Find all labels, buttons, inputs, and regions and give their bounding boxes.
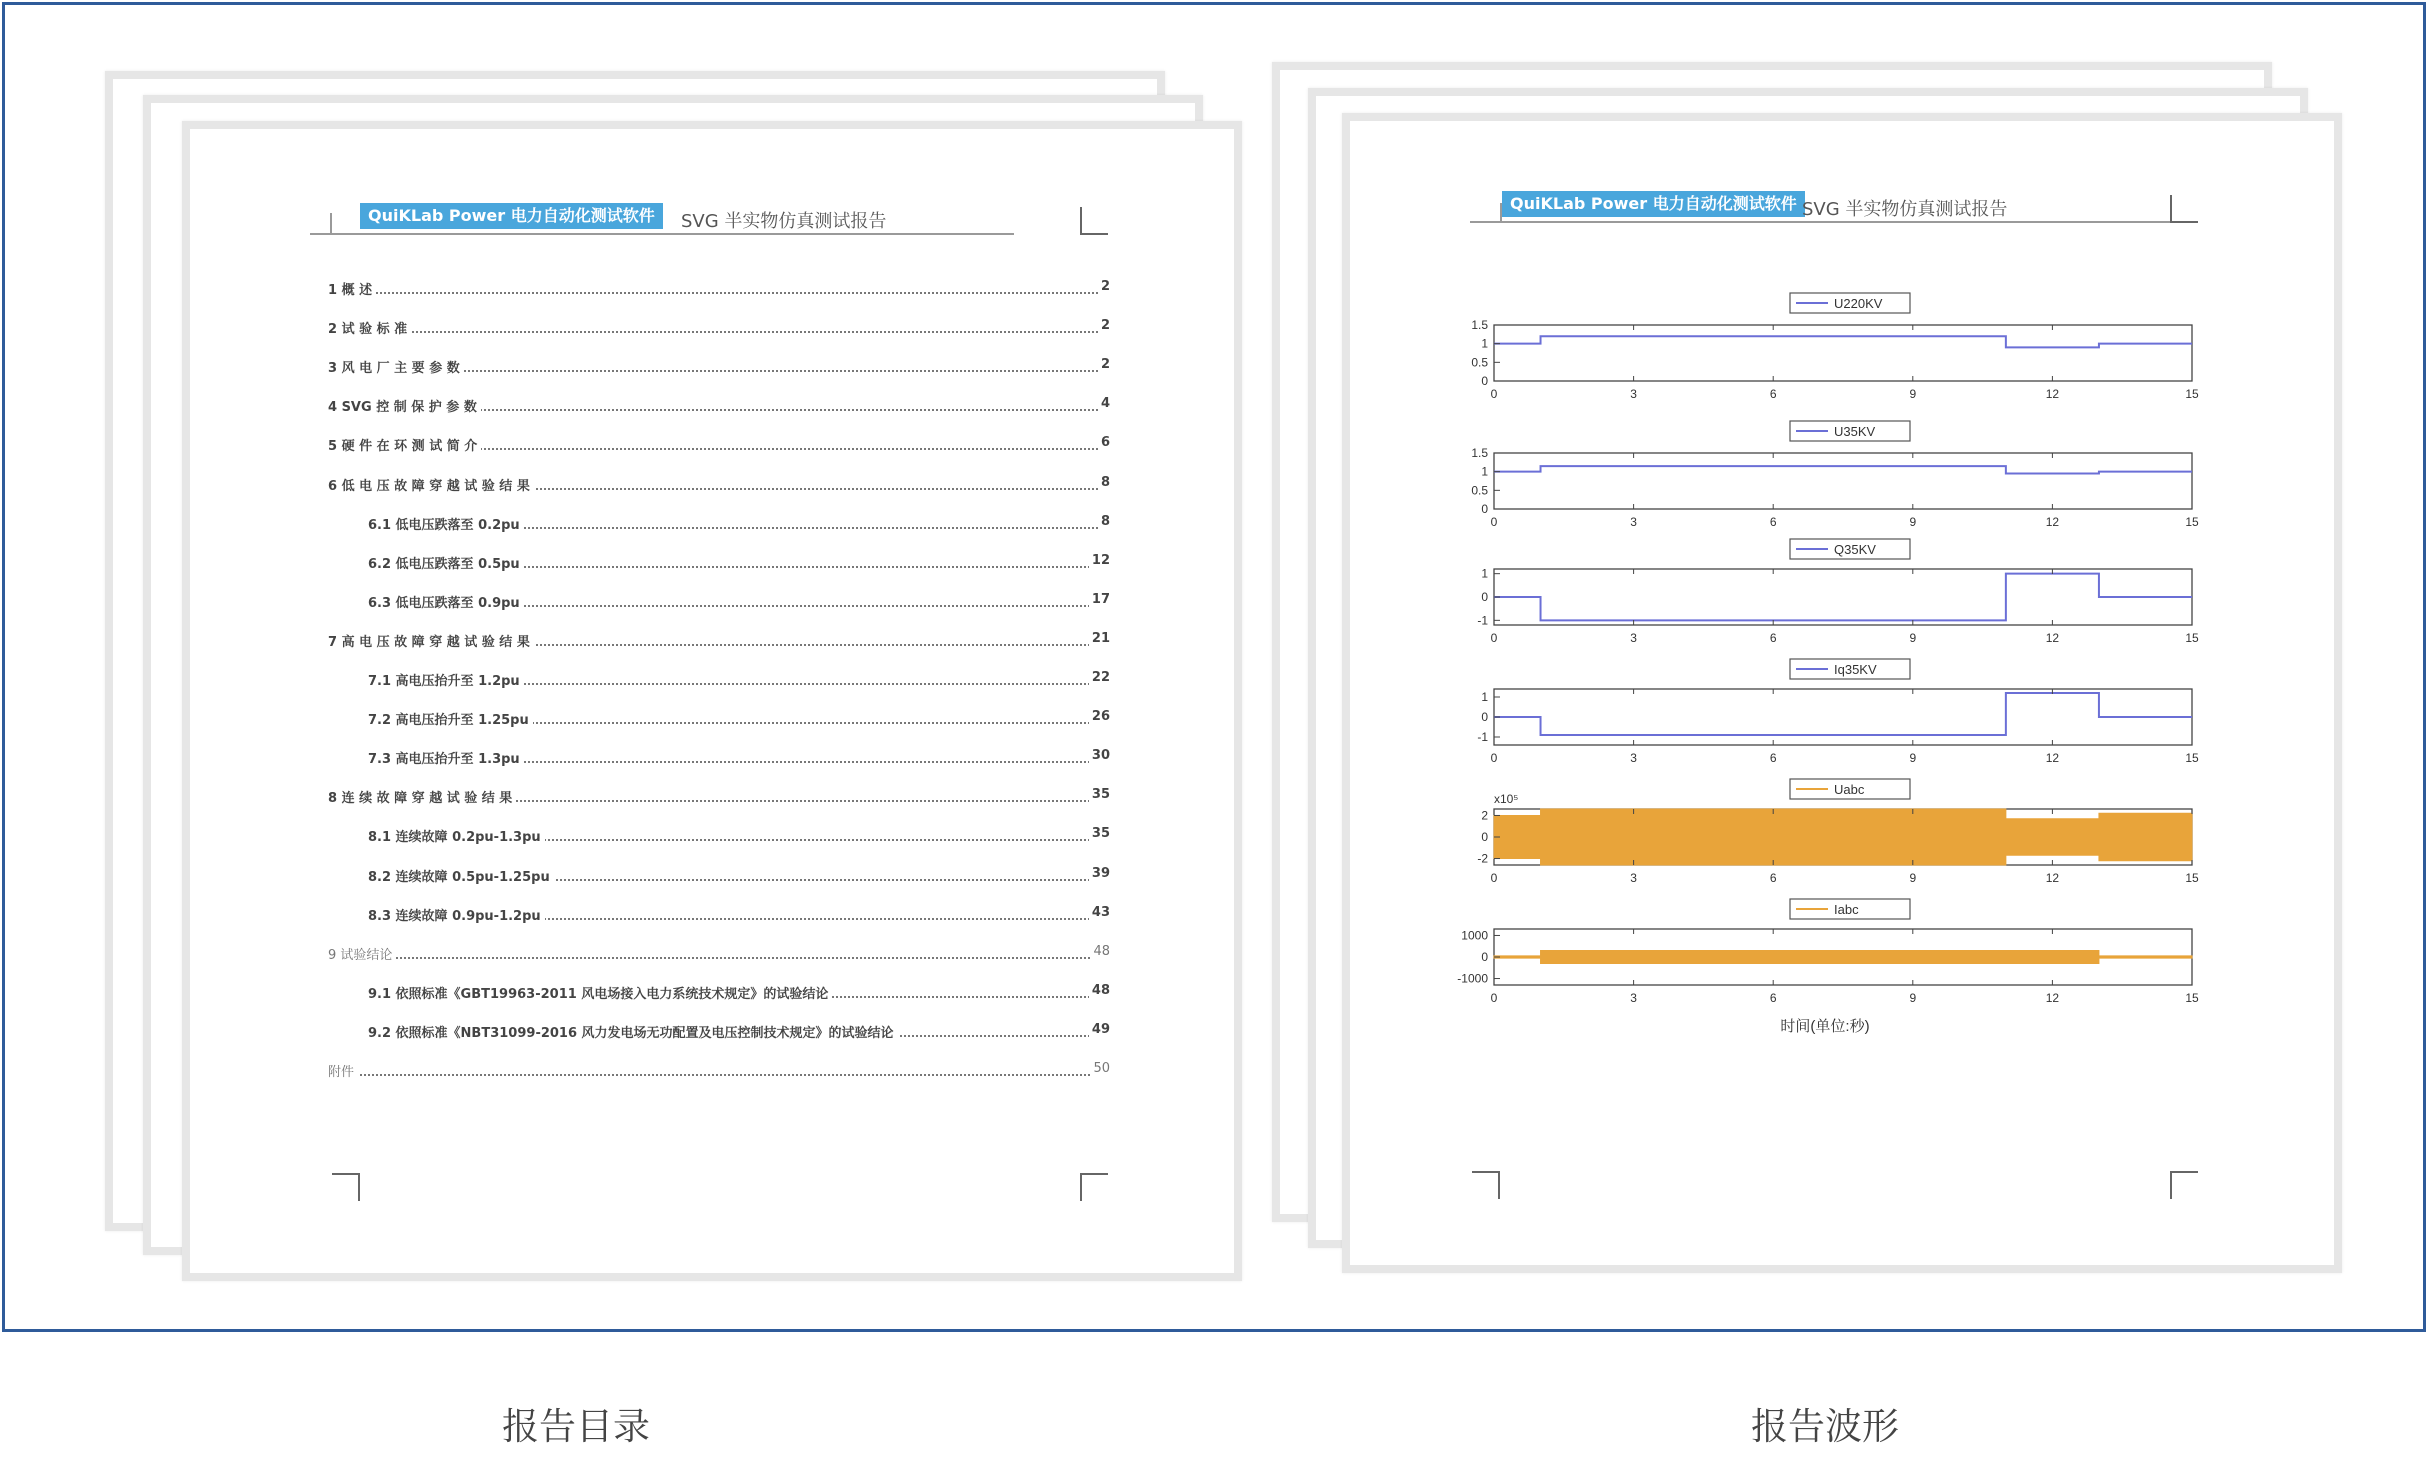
y-tick-label: 0.5 — [1471, 483, 1488, 498]
toc-entry-page: 8 — [1098, 475, 1110, 490]
x-tick-label: 12 — [2045, 515, 2060, 529]
header-rule — [310, 233, 1014, 235]
y-tick-label: 0.5 — [1471, 355, 1488, 370]
legend-label: Q35KV — [1834, 542, 1876, 557]
y-tick-label: -1000 — [1457, 971, 1488, 986]
toc-entry[interactable] — [368, 748, 1110, 770]
toc-entry[interactable] — [368, 670, 1110, 692]
toc-entry-page: 30 — [1089, 748, 1110, 763]
caption-toc: 报告目录 — [502, 1405, 650, 1448]
toc-entry[interactable] — [328, 631, 1110, 653]
toc-entry-page: 6 — [1098, 435, 1110, 450]
toc-leader-dots — [328, 957, 1110, 959]
toc-entry-page: 4 — [1098, 396, 1110, 411]
series-line — [1494, 466, 2192, 473]
toc-entry-page: 21 — [1089, 631, 1110, 646]
toc-entry-title: 6 低 电 压 故 障 穿 越 试 验 结 果 — [328, 475, 534, 494]
y-tick-label: 1 — [1481, 336, 1488, 351]
toc-entry-title: 7.3 高电压抬升至 1.3pu — [368, 748, 524, 767]
toc-page — [182, 121, 1242, 1281]
caption-waveform: 报告波形 — [1751, 1405, 1899, 1448]
y-scale-label: x10⁵ — [1494, 792, 1519, 806]
waveform-chart-uabc — [1477, 779, 2199, 885]
toc-entry-page: 22 — [1089, 670, 1110, 685]
toc-entry-title: 9.1 依照标准《GBT19963-2011 风电场接入电力系统技术规定》的试验结论 — [368, 983, 832, 1002]
x-tick-label: 6 — [1769, 631, 1777, 645]
toc-entry[interactable] — [328, 1061, 1110, 1083]
report-preview-frame — [2, 2, 2426, 1332]
waveform-charts — [1350, 121, 2334, 1265]
x-tick-label: 3 — [1630, 751, 1637, 765]
y-tick-label: 1.5 — [1471, 446, 1488, 460]
toc-entry-title: 6.2 低电压跌落至 0.5pu — [368, 553, 524, 572]
x-tick-label: 3 — [1630, 515, 1637, 529]
waveform-chart-iabc — [1457, 899, 2199, 1035]
toc-entry[interactable] — [368, 905, 1110, 927]
toc-entry[interactable] — [368, 983, 1110, 1005]
legend-label: Iabc — [1834, 902, 1859, 917]
toc-entry[interactable] — [368, 866, 1110, 888]
y-tick-label: 0 — [1481, 502, 1488, 516]
header-rule-left — [330, 213, 332, 233]
waveform-chart-q35kv — [1477, 539, 2199, 645]
toc-entry[interactable] — [328, 318, 1110, 340]
y-tick-label: 0 — [1481, 374, 1488, 388]
x-tick-label: 15 — [2185, 991, 2199, 1005]
legend-label: Uabc — [1834, 782, 1865, 797]
x-tick-label: 12 — [2045, 751, 2060, 765]
toc-entry-title: 9 试验结论 — [328, 944, 396, 963]
toc-entry-page: 48 — [1089, 983, 1110, 998]
toc-entry-title: 7.1 高电压抬升至 1.2pu — [368, 670, 524, 689]
x-tick-label: 3 — [1630, 991, 1637, 1005]
toc-entry-page: 35 — [1089, 826, 1110, 841]
header-title: SVG 半实物仿真测试报告 — [1802, 199, 2008, 220]
toc-entry-page: 2 — [1098, 279, 1110, 294]
toc-entry[interactable] — [368, 709, 1110, 731]
corner-mark-bottom-right — [1080, 1173, 1108, 1201]
toc-entry-title: 7.2 高电压抬升至 1.25pu — [368, 709, 533, 728]
toc-entry[interactable] — [328, 787, 1110, 809]
toc-leader-dots — [328, 1074, 1110, 1076]
toc-entry[interactable] — [368, 553, 1110, 575]
y-tick-label: -1 — [1477, 613, 1488, 628]
series-line — [1494, 336, 2192, 347]
x-tick-label: 12 — [2045, 871, 2060, 885]
toc-entry[interactable] — [368, 826, 1110, 848]
toc-entry-page: 39 — [1089, 866, 1110, 881]
toc-entry-title: 3 风 电 厂 主 要 参 数 — [328, 357, 464, 376]
x-tick-label: 9 — [1909, 991, 1917, 1005]
toc-entry-page: 26 — [1089, 709, 1110, 724]
x-tick-label: 3 — [1630, 387, 1637, 401]
toc-entry-page: 12 — [1089, 553, 1110, 568]
y-tick-label: -2 — [1477, 851, 1488, 866]
toc-entry-title: 5 硬 件 在 环 测 试 简 介 — [328, 435, 481, 454]
legend-label: Iq35KV — [1834, 662, 1877, 677]
corner-mark-bottom-left — [332, 1173, 360, 1201]
x-tick-label: 15 — [2185, 387, 2199, 401]
corner-mark-top-right — [1080, 207, 1108, 235]
x-tick-label: 0 — [1490, 751, 1498, 765]
x-tick-label: 9 — [1909, 515, 1917, 529]
toc-entry-title: 7 高 电 压 故 障 穿 越 试 验 结 果 — [328, 631, 534, 650]
y-tick-label: -1 — [1477, 730, 1488, 744]
x-tick-label: 6 — [1769, 515, 1777, 529]
toc-entry-page: 8 — [1098, 514, 1110, 529]
toc-entry-title: 8 连 续 故 障 穿 越 试 验 结 果 — [328, 787, 516, 806]
waveform-chart-iq35kv — [1477, 659, 2199, 765]
x-tick-label: 0 — [1490, 871, 1498, 885]
x-tick-label: 9 — [1909, 631, 1917, 645]
toc-entry[interactable] — [368, 1022, 1110, 1044]
y-tick-label: 1 — [1481, 690, 1488, 704]
toc-entry-title: 9.2 依照标准《NBT31099-2016 风力发电场无功配置及电压控制技术规定》的试验结论 — [368, 1022, 898, 1041]
toc-entry-title: 8.3 连续故障 0.9pu-1.2pu — [368, 905, 545, 924]
y-tick-label: 0 — [1481, 590, 1488, 604]
plot-frame — [1494, 453, 2192, 509]
toc-entry-page: 17 — [1089, 592, 1110, 607]
x-tick-label: 12 — [2045, 991, 2060, 1005]
toc-entry[interactable] — [328, 435, 1110, 457]
x-tick-label: 15 — [2185, 515, 2199, 529]
x-tick-label: 15 — [2185, 631, 2199, 645]
toc-entry-page: 48 — [1090, 944, 1110, 959]
x-tick-label: 3 — [1630, 871, 1637, 885]
toc-leader-dots — [328, 331, 1110, 333]
series-line — [1494, 574, 2192, 621]
y-tick-label: 1.5 — [1471, 318, 1488, 332]
header-brand: QuiKLab Power 电力自动化测试软件 — [360, 203, 663, 229]
header-title: SVG 半实物仿真测试报告 — [681, 211, 887, 232]
toc-entry-page: 49 — [1089, 1022, 1110, 1037]
toc-entry[interactable] — [368, 514, 1110, 536]
series-line — [1494, 693, 2192, 735]
x-tick-label: 6 — [1769, 751, 1777, 765]
toc-entry-page: 50 — [1090, 1061, 1110, 1076]
x-tick-label: 9 — [1909, 751, 1917, 765]
legend-label: U35KV — [1834, 424, 1876, 439]
toc-entry[interactable] — [328, 279, 1110, 301]
x-tick-label: 15 — [2185, 871, 2199, 885]
y-tick-label: 0 — [1481, 830, 1488, 844]
toc-entry-page: 43 — [1089, 905, 1110, 920]
y-tick-label: 1000 — [1461, 928, 1488, 943]
legend-label: U220KV — [1834, 296, 1883, 311]
x-tick-label: 9 — [1909, 387, 1917, 401]
x-tick-label: 12 — [2045, 631, 2060, 645]
plot-frame — [1494, 325, 2192, 381]
y-tick-label: 0 — [1481, 710, 1488, 724]
toc-entry[interactable] — [368, 592, 1110, 614]
x-tick-label: 12 — [2045, 387, 2060, 401]
x-tick-label: 0 — [1490, 387, 1498, 401]
toc-entry-title: 附件 — [328, 1061, 358, 1080]
x-tick-label: 3 — [1630, 631, 1637, 645]
toc-entry[interactable] — [328, 944, 1110, 966]
x-tick-label: 9 — [1909, 871, 1917, 885]
waveform-chart-u35kv — [1471, 421, 2199, 529]
x-tick-label: 0 — [1490, 631, 1498, 645]
toc-entry-title: 8.1 连续故障 0.2pu-1.3pu — [368, 826, 545, 845]
toc-entry[interactable] — [328, 475, 1110, 497]
x-tick-label: 0 — [1490, 991, 1498, 1005]
waveform-page — [1342, 113, 2342, 1273]
toc-entry-title: 2 试 验 标 准 — [328, 318, 411, 337]
waveform-chart-u220kv — [1471, 293, 2199, 401]
toc-entry-page: 2 — [1098, 318, 1110, 333]
x-tick-label: 6 — [1769, 871, 1777, 885]
x-tick-label: 0 — [1490, 515, 1498, 529]
toc-entry-title: 6.3 低电压跌落至 0.9pu — [368, 592, 524, 611]
y-tick-label: 2 — [1481, 808, 1488, 823]
toc-entry-title: 4 SVG 控 制 保 护 参 数 — [328, 396, 481, 415]
header-brand: QuiKLab Power 电力自动化测试软件 — [1502, 191, 1805, 217]
toc-entry-page: 35 — [1089, 787, 1110, 802]
toc-entry[interactable] — [328, 357, 1110, 379]
x-tick-label: 6 — [1769, 387, 1777, 401]
x-axis-label: 时间(单位:秒) — [1780, 1018, 1870, 1035]
plot-frame — [1494, 569, 2192, 625]
y-tick-label: 0 — [1481, 950, 1488, 964]
y-tick-label: 1 — [1481, 566, 1488, 581]
toc-entry-page: 2 — [1098, 357, 1110, 372]
y-tick-label: 1 — [1481, 464, 1488, 479]
toc-leader-dots — [328, 292, 1110, 294]
x-tick-label: 6 — [1769, 991, 1777, 1005]
x-tick-label: 15 — [2185, 751, 2199, 765]
toc-entry-title: 8.2 连续故障 0.5pu-1.25pu — [368, 866, 554, 885]
toc-entry-title: 1 概 述 — [328, 279, 376, 298]
toc-entry-title: 6.1 低电压跌落至 0.2pu — [368, 514, 524, 533]
toc-entry[interactable] — [328, 396, 1110, 418]
plot-frame — [1494, 689, 2192, 745]
